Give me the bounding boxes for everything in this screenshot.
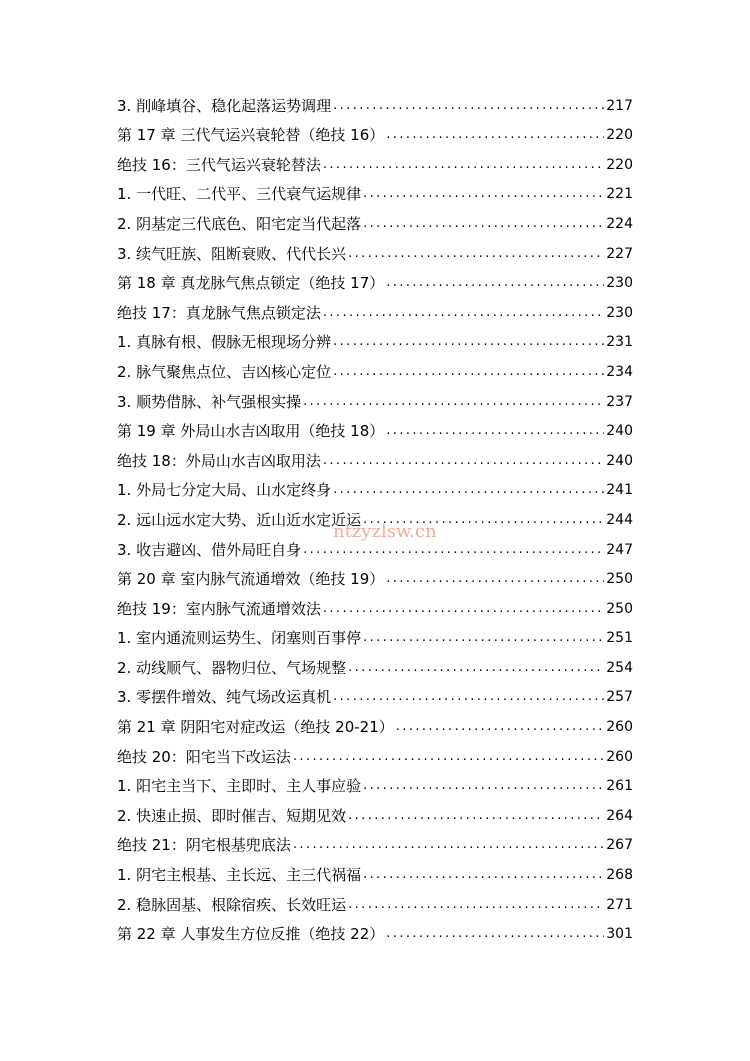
dot-leader bbox=[293, 835, 604, 855]
toc-entry-title: 1. 外局七分定大局、山水定终身 bbox=[117, 481, 332, 500]
toc-entry-title: 3. 续气旺族、阻断衰败、代代长兴 bbox=[117, 244, 347, 263]
toc-entry-title: 绝技 16：三代气运兴衰轮替法 bbox=[117, 155, 321, 174]
toc-entry bbox=[117, 293, 633, 323]
toc-entry-page: 271 bbox=[606, 896, 633, 913]
dot-leader bbox=[348, 244, 604, 264]
toc-entry-page: 250 bbox=[606, 600, 633, 617]
toc-entry-page: 260 bbox=[606, 748, 633, 765]
dot-leader bbox=[303, 392, 604, 412]
toc-entry bbox=[117, 589, 633, 619]
toc-entry-title: 1. 阴宅主根基、主长远、主三代祸福 bbox=[117, 866, 362, 885]
toc-entry bbox=[117, 560, 633, 590]
toc-entry-page: 224 bbox=[606, 215, 633, 232]
toc-entry bbox=[117, 707, 633, 737]
toc-entry-title: 1. 一代旺、二代平、三代衰气运规律 bbox=[117, 185, 362, 204]
toc-entry bbox=[117, 204, 633, 234]
dot-leader bbox=[363, 214, 604, 234]
toc-entry bbox=[117, 678, 633, 708]
toc-entry bbox=[117, 264, 633, 294]
dot-leader bbox=[386, 125, 604, 145]
dot-leader bbox=[363, 776, 604, 796]
toc-entry-title: 第 17 章 三代气运兴衰轮替（绝技 16） bbox=[117, 126, 385, 145]
toc-entry-page: 301 bbox=[606, 926, 633, 943]
toc-entry-title: 绝技 20：阳宅当下改运法 bbox=[117, 747, 291, 766]
dot-leader bbox=[333, 687, 604, 707]
toc-entry-page: 241 bbox=[606, 482, 633, 499]
toc-entry-page: 230 bbox=[606, 304, 633, 321]
toc-entry-page: 257 bbox=[606, 689, 633, 706]
dot-leader bbox=[333, 332, 604, 352]
dot-leader bbox=[323, 303, 604, 323]
toc-entry bbox=[117, 323, 633, 353]
dot-leader bbox=[386, 421, 604, 441]
toc-entry-title: 绝技 17：真龙脉气焦点锁定法 bbox=[117, 303, 321, 322]
toc-entry-title: 绝技 21：阴宅根基兜底法 bbox=[117, 836, 291, 855]
toc-entry bbox=[117, 767, 633, 797]
toc-entry bbox=[117, 412, 633, 442]
toc-entry-page: 234 bbox=[606, 363, 633, 380]
toc-entry-title: 绝技 19：室内脉气流通增效法 bbox=[117, 599, 321, 618]
toc-entry-page: 260 bbox=[606, 719, 633, 736]
toc-entry-title: 1. 阳宅主当下、主即时、主人事应验 bbox=[117, 777, 362, 796]
dot-leader bbox=[386, 273, 604, 293]
toc-entry-page: 237 bbox=[606, 393, 633, 410]
toc-entry-title: 3. 收吉避凶、借外局旺自身 bbox=[117, 540, 302, 559]
toc-entry-page: 261 bbox=[606, 778, 633, 795]
dot-leader bbox=[363, 628, 604, 648]
watermark: ntzyzlsw.cn bbox=[333, 521, 437, 542]
toc-entry-title: 第 19 章 外局山水吉凶取用（绝技 18） bbox=[117, 422, 385, 441]
dot-leader bbox=[396, 717, 605, 737]
toc-entry-page: 230 bbox=[606, 275, 633, 292]
dot-leader bbox=[348, 895, 604, 915]
dot-leader bbox=[323, 451, 604, 471]
toc-entry-page: 267 bbox=[606, 837, 633, 854]
toc-entry bbox=[117, 471, 633, 501]
toc-entry bbox=[117, 796, 633, 826]
toc-entry bbox=[117, 826, 633, 856]
toc-entry-title: 第 21 章 阴阳宅对症改运（绝技 20-21） bbox=[117, 718, 394, 737]
toc-entry-title: 3. 顺势借脉、补气强根实操 bbox=[117, 392, 302, 411]
toc-entry-title: 2. 远山远水定大势、近山近水定近运 bbox=[117, 510, 362, 529]
toc-entry bbox=[117, 86, 633, 116]
dot-leader bbox=[363, 184, 604, 204]
toc-entry-page: 217 bbox=[606, 97, 633, 114]
table-of-contents bbox=[117, 86, 633, 944]
toc-entry bbox=[117, 619, 633, 649]
dot-leader bbox=[348, 658, 604, 678]
toc-entry bbox=[117, 175, 633, 205]
toc-entry-title: 3. 削峰填谷、稳化起落运势调理 bbox=[117, 96, 332, 115]
toc-entry-title: 2. 动线顺气、器物归位、气场规整 bbox=[117, 658, 347, 677]
toc-entry-page: 220 bbox=[606, 127, 633, 144]
toc-entry-page: 251 bbox=[606, 630, 633, 647]
toc-entry-page: 264 bbox=[606, 807, 633, 824]
toc-entry-title: 2. 阴基定三代底色、阳宅定当代起落 bbox=[117, 214, 362, 233]
toc-entry-page: 268 bbox=[606, 867, 633, 884]
toc-entry bbox=[117, 382, 633, 412]
toc-entry-title: 2. 快速止损、即时催吉、短期见效 bbox=[117, 806, 347, 825]
toc-entry bbox=[117, 116, 633, 146]
toc-entry-page: 244 bbox=[606, 511, 633, 528]
dot-leader bbox=[386, 924, 604, 944]
toc-entry-title: 绝技 18：外局山水吉凶取用法 bbox=[117, 451, 321, 470]
toc-entry-title: 2. 脉气聚焦点位、吉凶核心定位 bbox=[117, 362, 332, 381]
toc-entry-title: 2. 稳脉固基、根除宿疾、长效旺运 bbox=[117, 895, 347, 914]
toc-entry-page: 247 bbox=[606, 541, 633, 558]
toc-entry-page: 220 bbox=[606, 156, 633, 173]
dot-leader bbox=[293, 747, 604, 767]
toc-entry-page: 250 bbox=[606, 571, 633, 588]
dot-leader bbox=[348, 806, 604, 826]
dot-leader bbox=[386, 569, 604, 589]
toc-entry-title: 3. 零摆件增效、纯气场改运真机 bbox=[117, 688, 332, 707]
toc-entry bbox=[117, 915, 633, 945]
dot-leader bbox=[333, 480, 604, 500]
dot-leader bbox=[303, 540, 604, 560]
toc-entry bbox=[117, 352, 633, 382]
toc-entry bbox=[117, 855, 633, 885]
toc-entry-page: 221 bbox=[606, 186, 633, 203]
toc-entry bbox=[117, 648, 633, 678]
toc-entry-page: 227 bbox=[606, 245, 633, 262]
toc-entry bbox=[117, 885, 633, 915]
dot-leader bbox=[333, 362, 604, 382]
dot-leader bbox=[333, 96, 604, 116]
dot-leader bbox=[323, 155, 604, 175]
dot-leader bbox=[363, 865, 604, 885]
toc-entry-title: 1. 室内通流则运势生、闭塞则百事停 bbox=[117, 629, 362, 648]
toc-entry bbox=[117, 441, 633, 471]
toc-entry bbox=[117, 737, 633, 767]
toc-entry-title: 第 18 章 真龙脉气焦点锁定（绝技 17） bbox=[117, 274, 385, 293]
toc-entry-page: 240 bbox=[606, 452, 633, 469]
toc-entry bbox=[117, 234, 633, 264]
toc-entry-page: 231 bbox=[606, 334, 633, 351]
dot-leader bbox=[323, 599, 604, 619]
toc-entry bbox=[117, 145, 633, 175]
toc-entry-title: 第 20 章 室内脉气流通增效（绝技 19） bbox=[117, 570, 385, 589]
toc-entry-title: 1. 真脉有根、假脉无根现场分辨 bbox=[117, 333, 332, 352]
toc-entry-page: 254 bbox=[606, 659, 633, 676]
toc-entry-page: 240 bbox=[606, 423, 633, 440]
toc-entry-title: 第 22 章 人事发生方位反推（绝技 22） bbox=[117, 925, 385, 944]
